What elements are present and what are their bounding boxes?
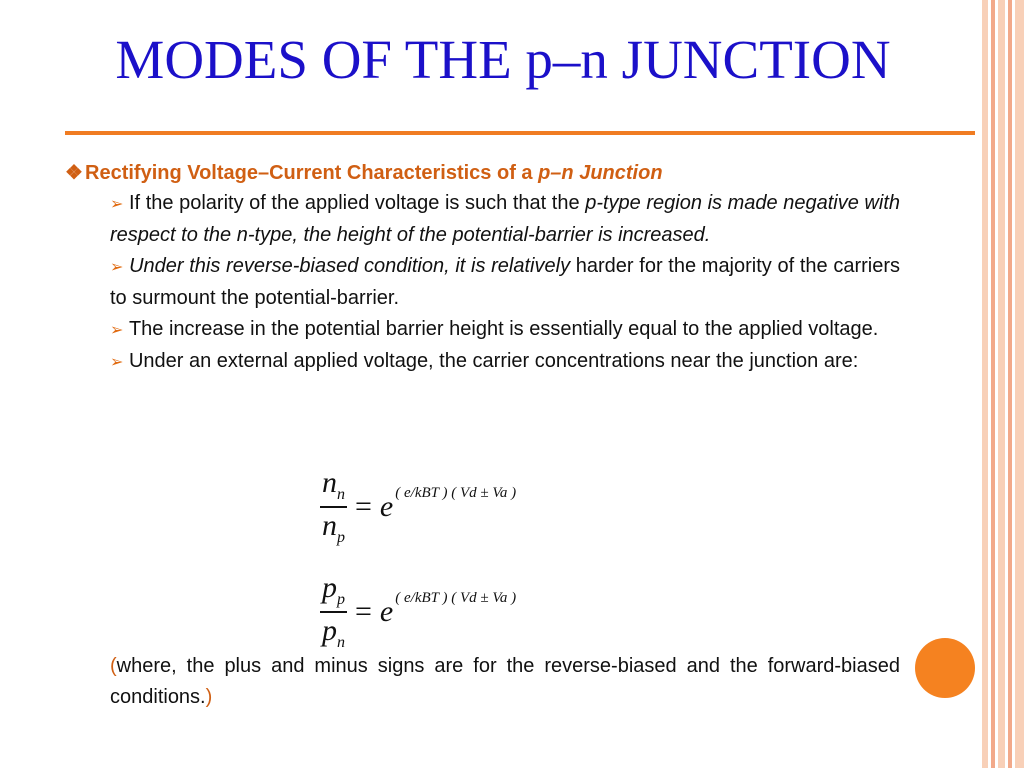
decorative-circle [915,638,975,698]
arrow-bullet-icon: ➢ [110,354,124,371]
arrow-bullet-icon: ➢ [110,322,124,339]
bullet-text: Under an external applied voltage, the carrier concentrations near the junction are: [128,350,859,372]
equals-sign: = [355,490,372,523]
section-heading [65,160,663,185]
denominator: $n_p$ [320,506,347,546]
arrow-bullet-icon: ➢ [110,196,124,213]
bullet-list [110,188,900,378]
bullet-item [110,346,900,378]
title-underline [65,131,975,135]
right-border-stripe [1008,0,1012,768]
bullet-item [110,314,900,346]
fraction [320,468,347,546]
bullet-text: harder for the majority of the carriers to surmount the potential-barrier. [110,255,900,309]
equals-sign: = [355,595,372,628]
exponent: ( e/kBT ) ( Vd ± Va ) [395,589,517,606]
formula-electron-ratio [320,468,516,546]
footnote-text: where, the plus and minus signs are for the reverse-biased and the forward-biased conditions. [110,655,900,708]
exponent: ( e/kBT ) ( Vd ± Va ) [395,484,517,501]
right-border-stripe [991,0,995,768]
open-paren: ( [110,655,117,677]
right-border-stripe [982,0,988,768]
exponential-base: e [379,595,394,628]
heading-text: Rectifying Voltage–Current Characteristics of a [85,162,539,184]
diamond-star-icon: ❖ [65,162,83,184]
bullet-item [110,251,900,314]
formula-hole-ratio [320,573,516,651]
slide-title: MODES OF THE p–n JUNCTION [115,29,891,90]
numerator: $p_p$ [322,571,345,608]
fraction [320,573,347,651]
denominator: $p_n$ [320,611,347,651]
right-border-stripe [1015,0,1024,768]
bullet-text: The increase in the potential barrier height is essentially equal to the applied voltage. [128,318,879,340]
footnote [110,651,900,713]
bullet-italic-text: p-type region is made negative with respect to the n-type, the height of the potential-barrier is increased. [110,192,901,246]
bullet-item [110,188,900,251]
arrow-bullet-icon: ➢ [110,259,124,276]
numerator: $n_n$ [322,466,345,503]
bullet-text: If the polarity of the applied voltage is such that the [129,192,586,214]
close-paren: ) [205,686,213,708]
right-border-stripe [998,0,1005,768]
bullet-italic-text: Under this reverse-biased condition, it is relatively [129,255,571,277]
heading-italic-text: p–n Junction [538,162,663,184]
exponential-base: e [379,490,394,523]
